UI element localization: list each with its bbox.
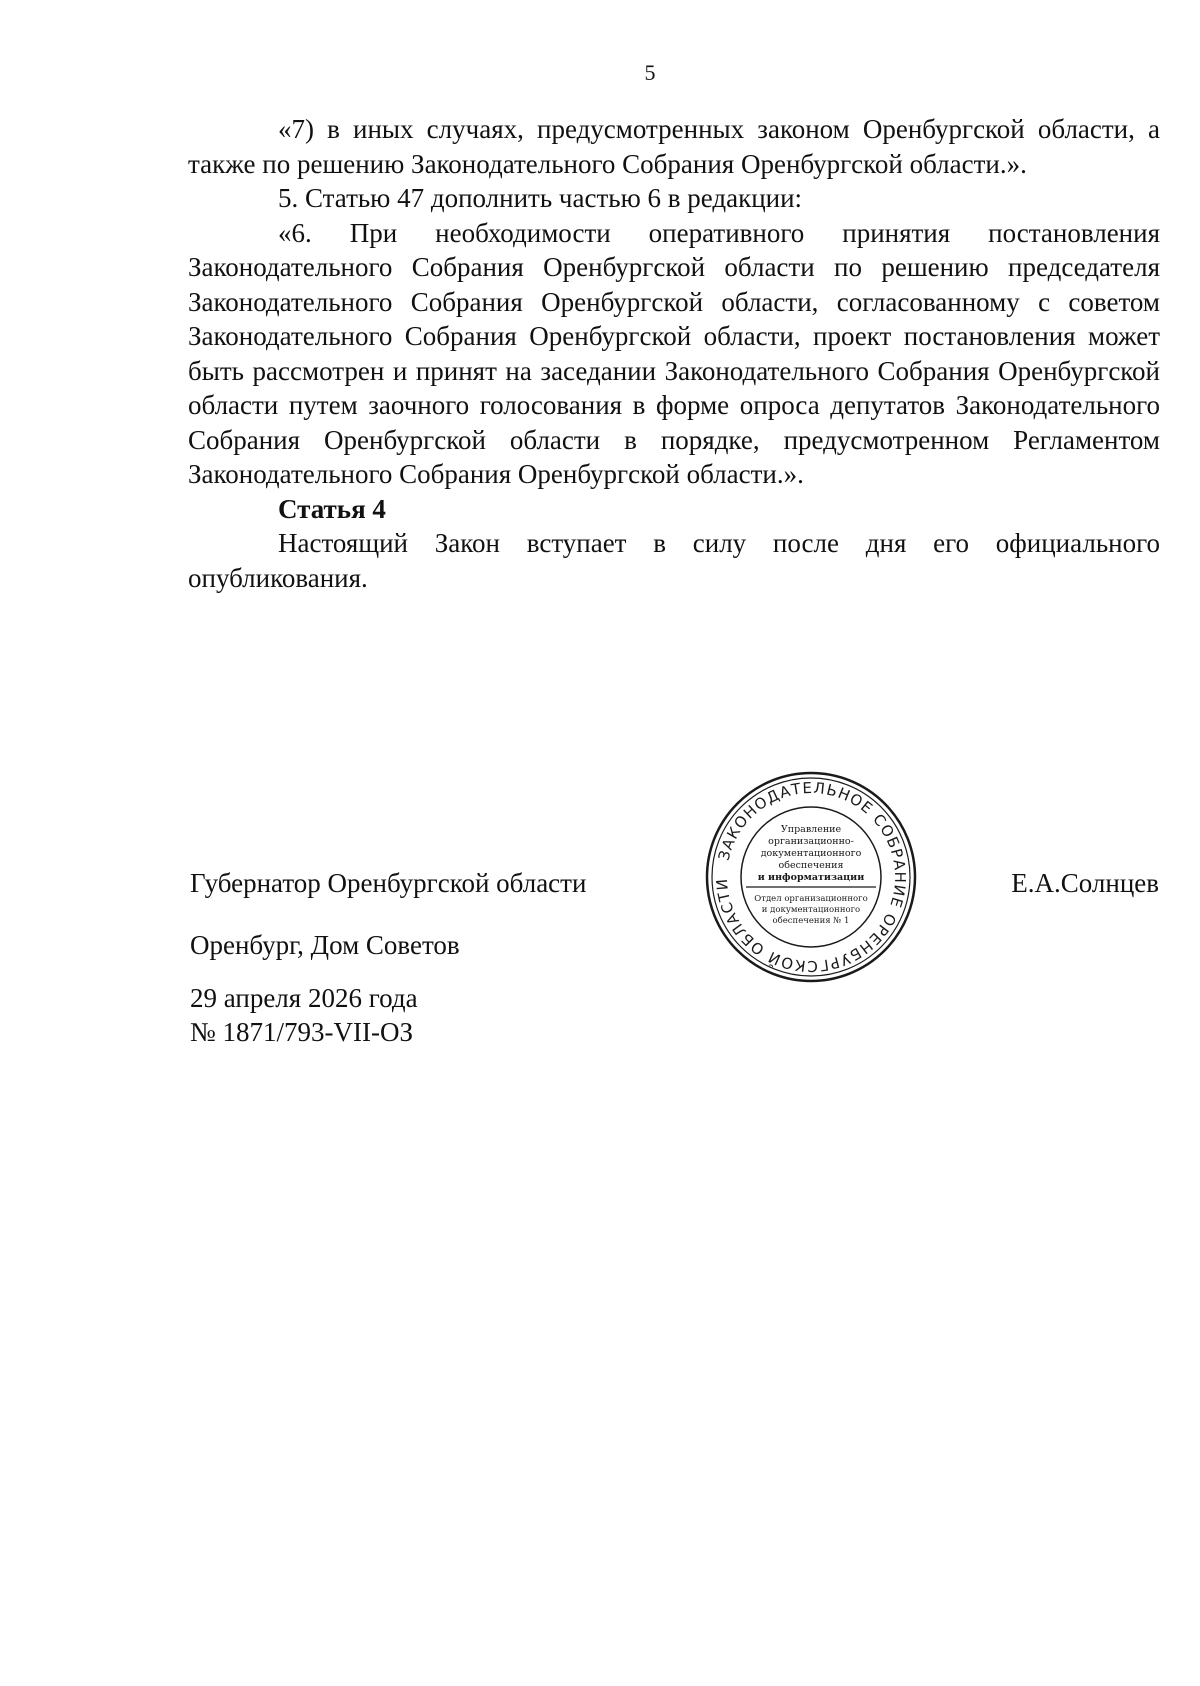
signing-date: 29 апреля 2026 года bbox=[190, 983, 418, 1013]
seal-line-7: и документационного bbox=[761, 905, 861, 915]
paragraph-part-6: «6. При необходимости оперативного принятия постановления Законодательного Собрания Оренбургской области по решению председателя Законодательного Собрания Оренбургской области, согласованному с советом Законодательного Собрания Оренбургской области, проект постановления может быть рассмотрен и принят на заседании Законодательного Собрания Оренбургской области путем заочного голосования в форме опроса депутатов Законодательного Собрания Оренбургской области в порядке, предусмотренном Регламентом Законодательного Собрания Оренбургской области.». bbox=[188, 217, 1160, 489]
seal-line-3: документационного bbox=[760, 848, 862, 859]
official-seal bbox=[704, 770, 918, 984]
seal-line-1: Управление bbox=[780, 824, 842, 835]
signing-place: Оренбург, Дом Советов bbox=[190, 930, 460, 960]
seal-line-4: обеспечения bbox=[778, 860, 844, 871]
seal-line-6: Отдел организационного bbox=[754, 894, 868, 904]
paragraph-item-7: «7) в иных случаях, предусмотренных законом Оренбургской области, а также по решению Законодательного Собрания Оренбургской области.». bbox=[188, 114, 1160, 179]
seal-ring-text: ЗАКОНОДАТЕЛЬНОЕ СОБРАНИЕ ОРЕНБУРГСКОЙ ОБЛАСТИ bbox=[712, 778, 910, 976]
seal-line-8: обеспечения № 1 bbox=[772, 916, 850, 926]
article-4-text: Настоящий Закон вступает в силу после дня его официального опубликования. bbox=[188, 528, 1160, 593]
governor-name: Е.А.Солнцев bbox=[1011, 868, 1159, 898]
governor-title: Губернатор Оренбургской области bbox=[190, 868, 587, 898]
article-4-heading: Статья 4 bbox=[278, 493, 386, 524]
page-number: 5 bbox=[644, 60, 656, 85]
paragraph-amendment-5: 5. Статью 47 дополнить частью 6 в редакции: bbox=[278, 183, 803, 213]
document-body bbox=[188, 112, 1160, 595]
law-number: № 1871/793-VII-ОЗ bbox=[190, 1017, 414, 1047]
seal-line-2: организационно- bbox=[768, 836, 854, 847]
seal-line-5: и информатизации bbox=[757, 872, 865, 883]
